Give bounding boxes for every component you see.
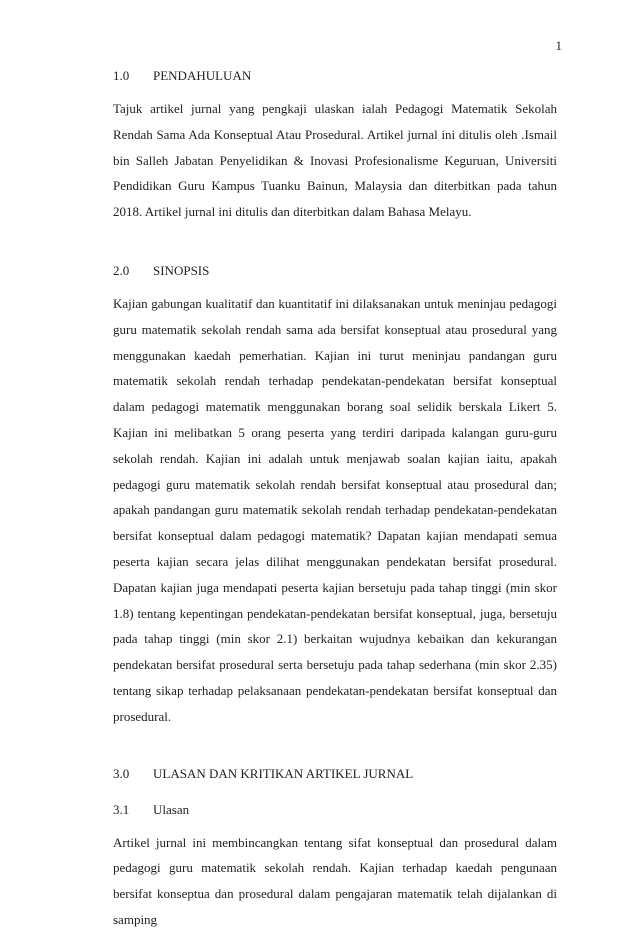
section-number: 2.0 bbox=[113, 262, 130, 278]
section-paragraph-pendahuluan: Tajuk artikel jurnal yang pengkaji ulaskan ialah Pedagogi Matematik Sekolah Rendah Sama Ada Konseptual Atau Prosedural. Artikel jurnal ini ditulis oleh .Ismail bin Salleh Jabatan Penyelidikan & Inovasi Profesionalisme Keguruan, Universiti Pendidikan Guru Kampus Tuanku Bainun, Malaysia dan diterbitkan pada tahun 2018. Artikel jurnal ini ditulis dan diterbitkan dalam Bahasa Melayu. bbox=[113, 101, 557, 220]
section-title: ULASAN DAN KRITIKAN ARTIKEL JURNAL bbox=[153, 765, 414, 781]
section-heading-pendahuluan bbox=[113, 66, 557, 86]
section-title: PENDAHULUAN bbox=[153, 68, 252, 83]
section-title: SINOPSIS bbox=[153, 262, 210, 278]
subsection-heading-ulasan bbox=[113, 800, 557, 820]
section-heading-ulasan-kritikan bbox=[113, 764, 557, 784]
section-paragraph-sinopsis: Kajian gabungan kualitatif dan kuantitatif ini dilaksanakan untuk meninjau pedagogi guru matematik sekolah rendah sama ada bersifat konseptual atau prosedural yang menggunakan kaedah pemerhatian. Kajian ini turut meninjau pandangan guru matematik sekolah rendah terhadap pendekatan-pendekatan bersifat konseptual dalam pedagogi matematik menggunakan borang soal selidik berskala Likert 5. Kajian ini melibatkan 5 orang peserta yang terdiri daripada kalangan guru-guru sekolah rendah. Kajian ini adalah untuk menjawab soalan kajian iaitu, apakah pedagogi guru matematik sekolah rendah bersifat konseptual atau prosedural dan; apakah pandangan guru matematik sekolah rendah terhadap pendekatan-pendekatan bersifat konseptual dalam pedagogi matematik? Dapatan kajian mendapati semua peserta kajian secara jelas dilihat menggunakan pendekatan bersifat prosedural. Dapatan kajian juga mendapati peserta kajian bersetuju pada tahap tinggi (min skor 1.8) tentang kepentingan pendekatan-pendekatan bersifat konseptual, juga, bersetuju pada tahap tinggi (min skor 2.1) berkaitan wujudnya kebaikan dan kekurangan pendekatan bersifat prosedural serta bersetuju pada tahap sederhana (min skor 2.35) tentang sikap terhadap pelaksanaan pendekatan-pendekatan bersifat konseptual dan prosedural. bbox=[113, 295, 557, 724]
section-number: 1.0 bbox=[113, 68, 130, 83]
document-body bbox=[113, 66, 557, 933]
section-title: Ulasan bbox=[153, 801, 190, 817]
section-paragraph-ulasan: Artikel jurnal ini membincangkan tentang sifat konseptual dan prosedural dalam pedagogi guru matematik sekolah rendah. Kajian terhadap kaedah pengunaan bersifat konseptua dan prosedural dalam pengajaran matematik telah dijalankan di samping bbox=[113, 834, 557, 927]
section-number: 3.0 bbox=[113, 765, 130, 781]
section-heading-sinopsis bbox=[113, 261, 557, 281]
section-number: 3.1 bbox=[113, 801, 130, 817]
page-number: 1 bbox=[555, 38, 562, 53]
